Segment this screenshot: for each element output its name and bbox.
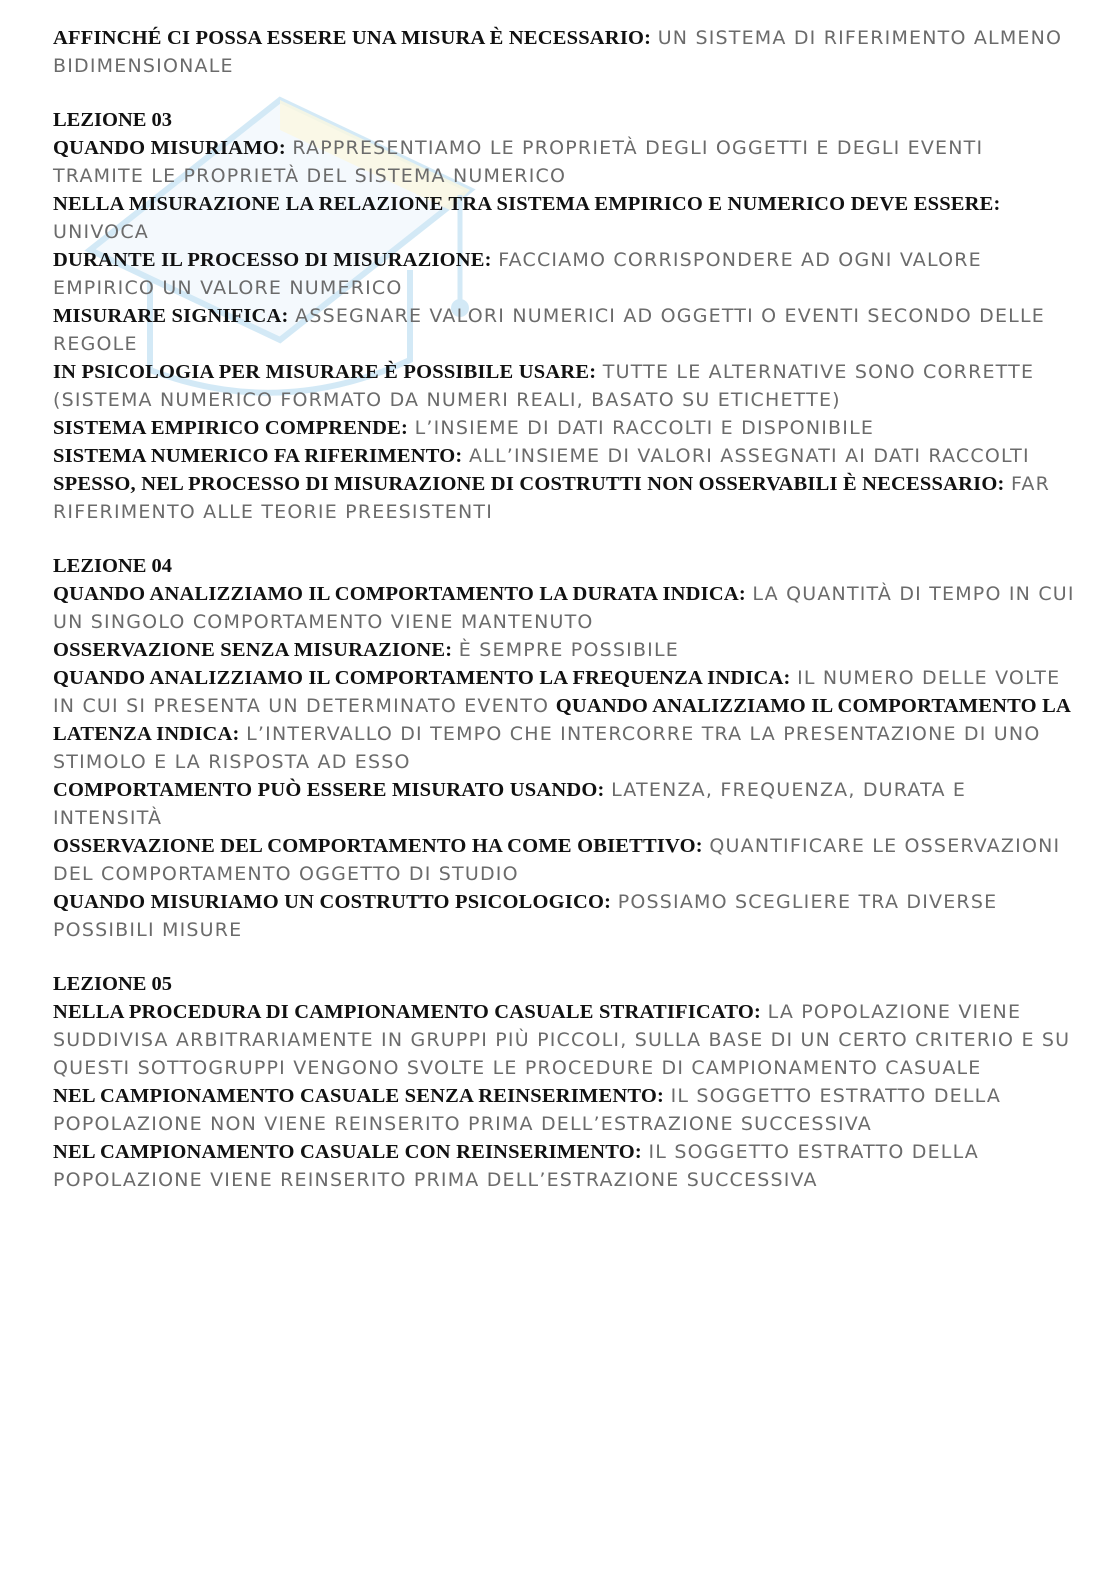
question-text: QUANDO MISURIAMO: <box>53 137 286 159</box>
qa-item <box>53 442 1076 470</box>
qa-item <box>53 776 1076 832</box>
answer-text: QUANTIFICARE LE OSSERVAZIONI DEL COMPORTAMENTO OGGETTO DI STUDIO <box>53 835 1061 885</box>
question-text: NEL CAMPIONAMENTO CASUALE CON REINSERIMENTO: <box>53 1141 642 1163</box>
qa-item <box>53 1138 1076 1194</box>
answer-text: UNIVOCA <box>53 221 150 243</box>
section-heading: LEZIONE 03 <box>53 109 173 131</box>
question-text: IN PSICOLOGIA PER MISURARE È POSSIBILE USARE: <box>53 361 597 383</box>
question-text: DURANTE IL PROCESSO DI MISURAZIONE: <box>53 249 492 271</box>
question-text: NELLA MISURAZIONE LA RELAZIONE TRA SISTEMA EMPIRICO E NUMERICO DEVE ESSERE: <box>53 193 1001 215</box>
answer-text: ASSEGNARE VALORI NUMERICI AD OGGETTI O EVENTI SECONDO DELLE REGOLE <box>53 305 1045 355</box>
question-text: NELLA PROCEDURA DI CAMPIONAMENTO CASUALE STRATIFICATO: <box>53 1001 762 1023</box>
qa-item <box>53 24 1076 80</box>
answer-text: LA POPOLAZIONE VIENE SUDDIVISA ARBITRARIAMENTE IN GRUPPI PIÙ PICCOLI, SULLA BASE DI UN CERTO CRITERIO E SU QUESTI SOTTOGRUPPI VENGONO SVOLTE LE PROCEDURE DI CAMPIONAMENTO CASUALE <box>53 1001 1071 1079</box>
qa-item <box>53 636 1076 664</box>
answer-text: TUTTE LE ALTERNATIVE SONO CORRETTE (SISTEMA NUMERICO FORMATO DA NUMERI REALI, BASATO SU ETICHETTE) <box>53 361 1035 411</box>
qa-item <box>53 998 1076 1082</box>
answer-text: FAR RIFERIMENTO ALLE TEORIE PREESISTENTI <box>53 473 1051 523</box>
answer-text: È SEMPRE POSSIBILE <box>458 639 679 661</box>
question-text: AFFINCHÉ CI POSSA ESSERE UNA MISURA È NECESSARIO: <box>53 27 652 49</box>
section-heading: LEZIONE 05 <box>53 973 173 995</box>
qa-item <box>53 134 1076 190</box>
answer-text: IL SOGGETTO ESTRATTO DELLA POPOLAZIONE VIENE REINSERITO PRIMA DELL’ESTRAZIONE SUCCESSIVA <box>53 1141 979 1191</box>
qa-item <box>53 190 1076 246</box>
qa-item <box>53 414 1076 442</box>
answer-text: FACCIAMO CORRISPONDERE AD OGNI VALORE EMPIRICO UN VALORE NUMERICO <box>53 249 982 299</box>
answer-text: POSSIAMO SCEGLIERE TRA DIVERSE POSSIBILI MISURE <box>53 891 998 941</box>
qa-item <box>53 888 1076 944</box>
section-lezione-05 <box>53 971 1076 1194</box>
answer-text: IL NUMERO DELLE VOLTE IN CUI SI PRESENTA UN DETERMINATO EVENTO <box>53 667 1061 717</box>
qa-item <box>53 1082 1076 1138</box>
question-text: SPESSO, NEL PROCESSO DI MISURAZIONE DI COSTRUTTI NON OSSERVABILI È NECESSARIO: <box>53 473 1005 495</box>
qa-item <box>53 664 1076 776</box>
section-heading: LEZIONE 04 <box>53 555 173 577</box>
answer-text: LATENZA, FREQUENZA, DURATA E INTENSITÀ <box>53 779 967 829</box>
section-lezione-04 <box>53 553 1076 944</box>
qa-item <box>53 470 1076 526</box>
question-text: QUANDO ANALIZZIAMO IL COMPORTAMENTO LA DURATA INDICA: <box>53 583 746 605</box>
qa-item <box>53 580 1076 636</box>
answer-text: IL SOGGETTO ESTRATTO DELLA POPOLAZIONE NON VIENE REINSERITO PRIMA DELL’ESTRAZIONE SUCCESSIVA <box>53 1085 1002 1135</box>
answer-text: UN SISTEMA DI RIFERIMENTO ALMENO BIDIMENSIONALE <box>53 27 1063 77</box>
answer-text: LA QUANTITÀ DI TEMPO IN CUI UN SINGOLO COMPORTAMENTO VIENE MANTENUTO <box>53 583 1075 633</box>
qa-item <box>53 358 1076 414</box>
answer-text: L’INTERVALLO DI TEMPO CHE INTERCORRE TRA LA PRESENTAZIONE DI UNO STIMOLO E LA RISPOSTA AD ESSO <box>53 723 1041 773</box>
question-text: QUANDO ANALIZZIAMO IL COMPORTAMENTO LA LATENZA INDICA: <box>53 695 1070 745</box>
answer-text: L’INSIEME DI DATI RACCOLTI E DISPONIBILE <box>414 417 875 439</box>
qa-item <box>53 832 1076 888</box>
question-text: QUANDO MISURIAMO UN COSTRUTTO PSICOLOGICO: <box>53 891 612 913</box>
question-text: OSSERVAZIONE DEL COMPORTAMENTO HA COME OBIETTIVO: <box>53 835 703 857</box>
intro-section <box>53 24 1076 80</box>
question-text: QUANDO ANALIZZIAMO IL COMPORTAMENTO LA FREQUENZA INDICA: <box>53 667 791 689</box>
section-lezione-03 <box>53 107 1076 526</box>
answer-text: ALL’INSIEME DI VALORI ASSEGNATI AI DATI RACCOLTI <box>468 445 1030 467</box>
question-text: NEL CAMPIONAMENTO CASUALE SENZA REINSERIMENTO: <box>53 1085 665 1107</box>
question-text: SISTEMA EMPIRICO COMPRENDE: <box>53 417 409 439</box>
question-text: SISTEMA NUMERICO FA RIFERIMENTO: <box>53 445 463 467</box>
qa-item <box>53 246 1076 302</box>
question-text: OSSERVAZIONE SENZA MISURAZIONE: <box>53 639 453 661</box>
question-text: MISURARE SIGNIFICA: <box>53 305 289 327</box>
qa-item <box>53 302 1076 358</box>
answer-text: RAPPRESENTIAMO LE PROPRIETÀ DEGLI OGGETTI E DEGLI EVENTI TRAMITE LE PROPRIETÀ DEL SISTEMA NUMERICO <box>53 137 984 187</box>
question-text: COMPORTAMENTO PUÒ ESSERE MISURATO USANDO: <box>53 779 605 801</box>
